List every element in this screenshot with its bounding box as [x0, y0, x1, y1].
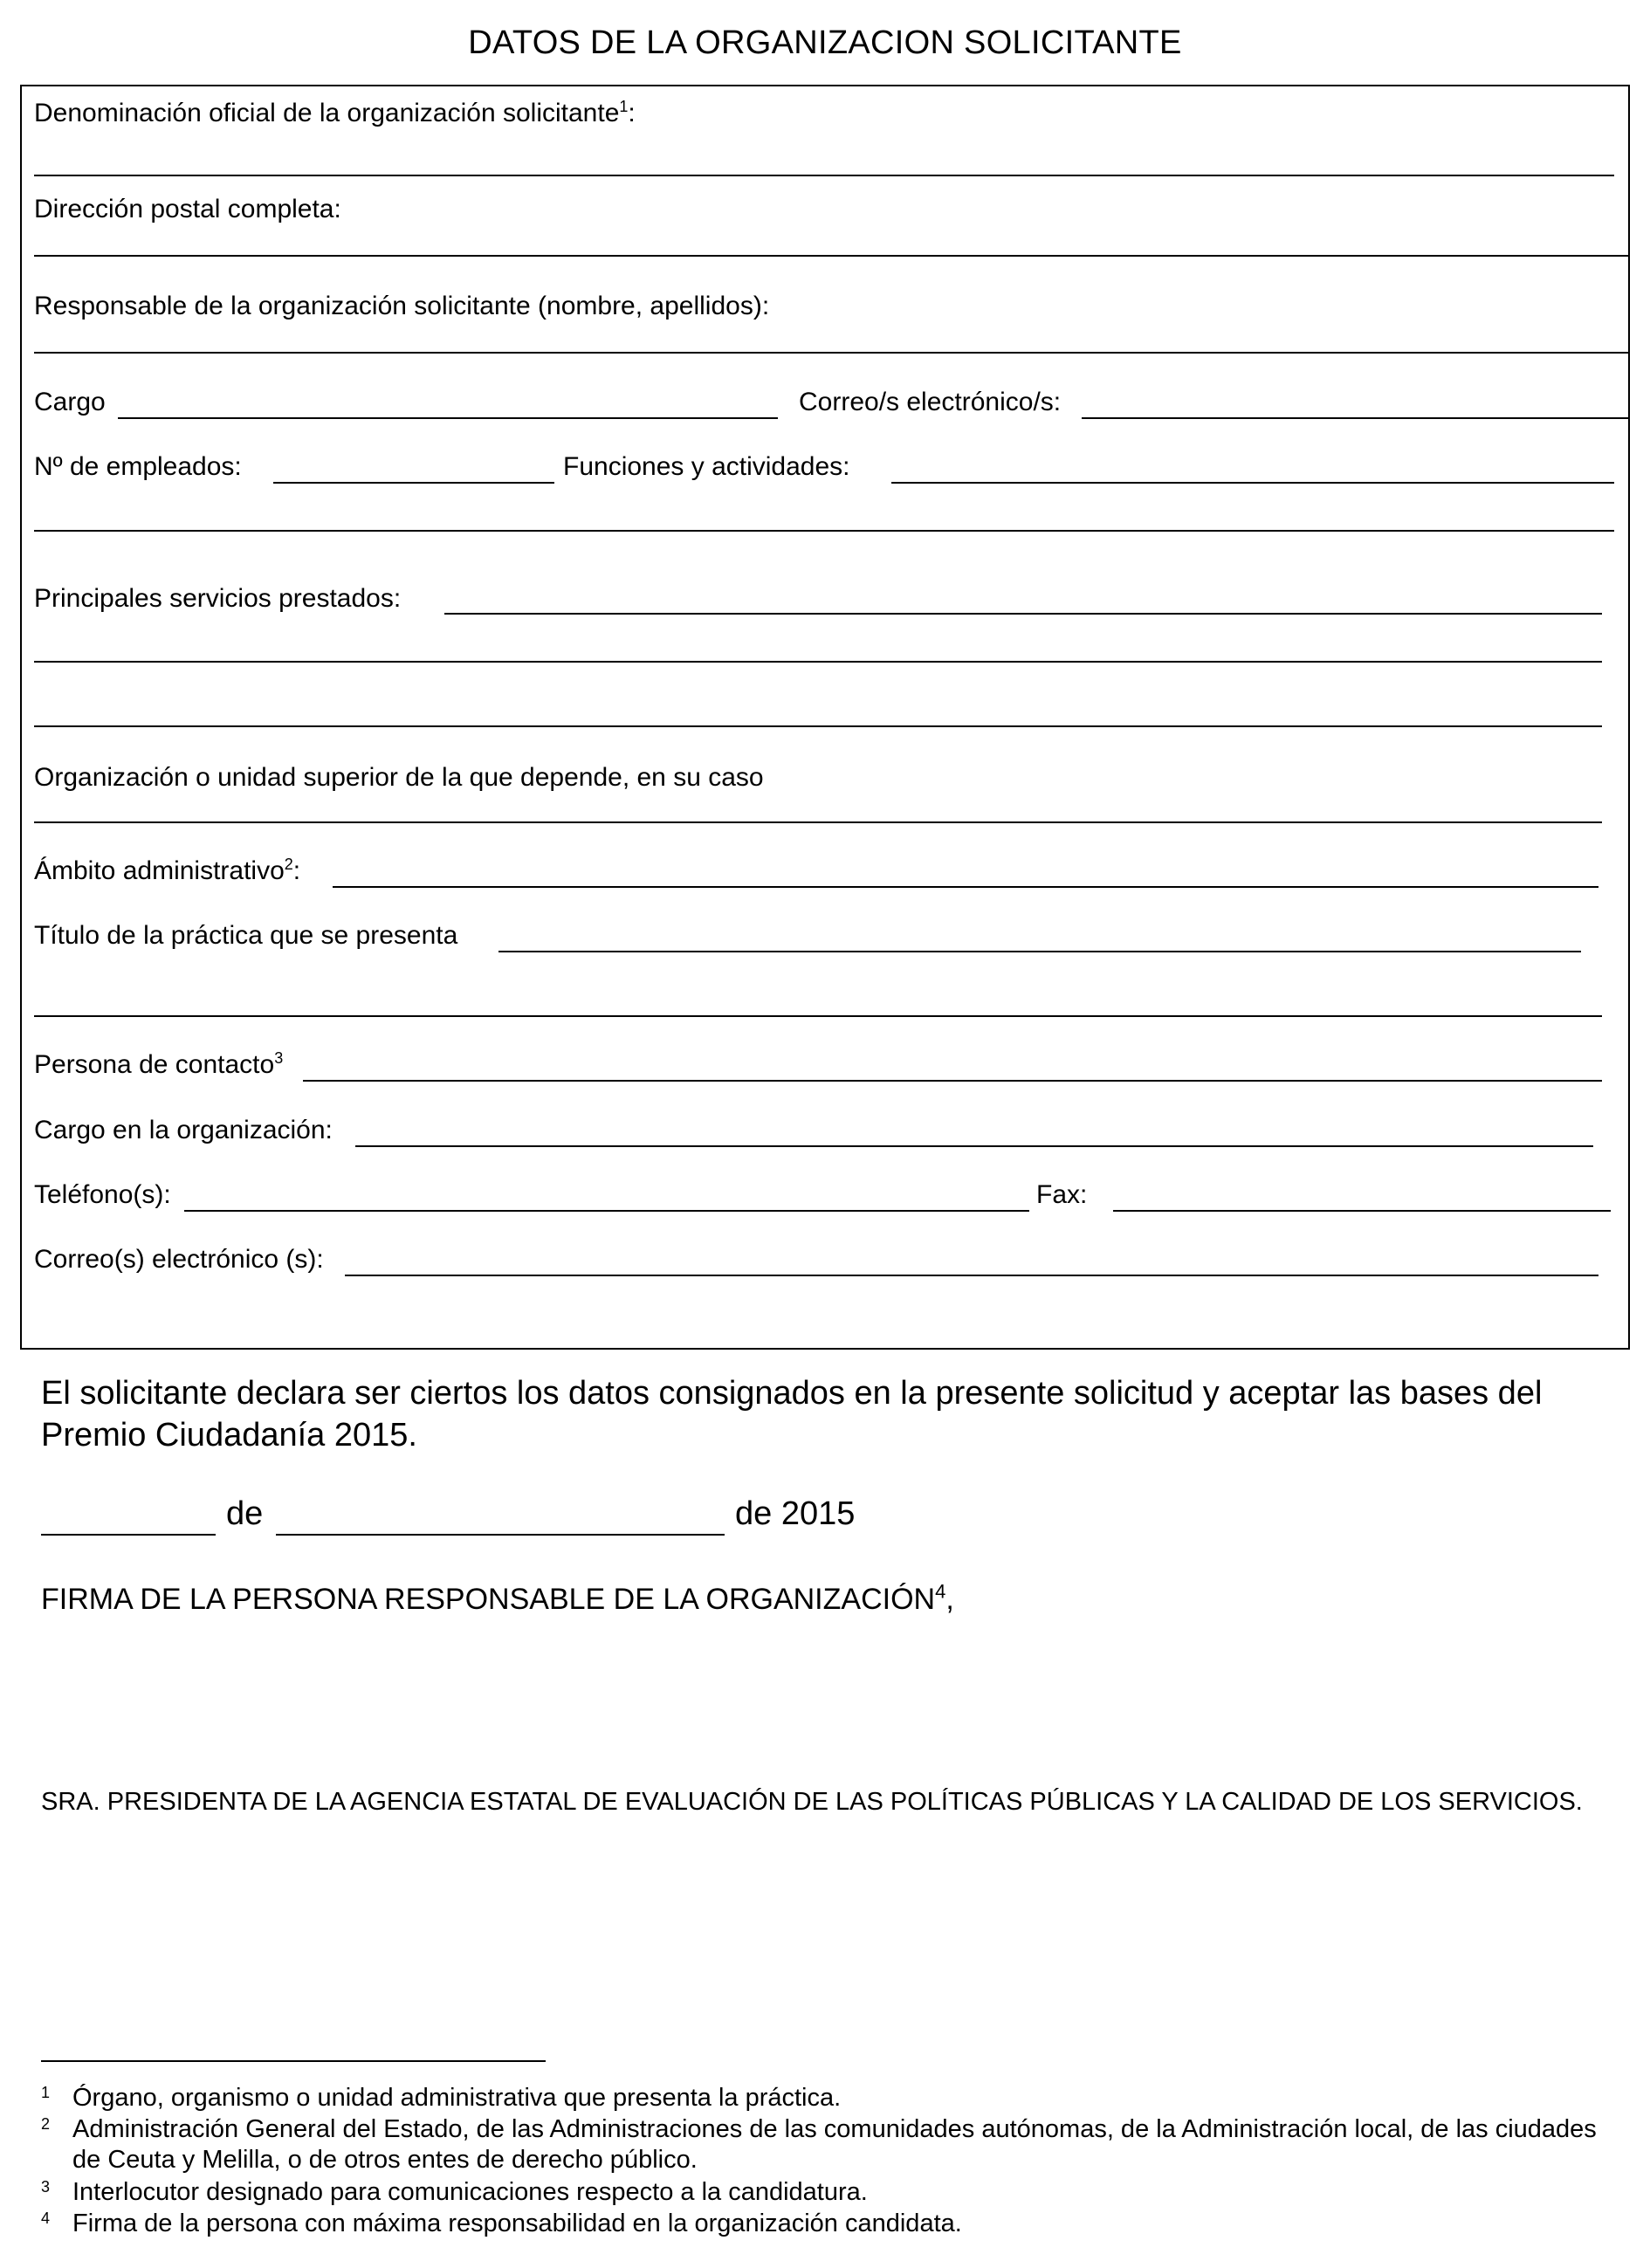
correo-contacto-label: Correo(s) electrónico (s):: [34, 1245, 324, 1274]
footnote-divider: [41, 2060, 546, 2062]
cargo-organizacion-field[interactable]: [355, 1145, 1593, 1147]
date-de-label: de: [226, 1495, 264, 1532]
organizacion-superior-field[interactable]: [34, 821, 1602, 823]
servicios-label: Principales servicios prestados:: [34, 584, 402, 613]
direccion-label: Dirección postal completa:: [34, 195, 341, 223]
denominacion-label: Denominación oficial de la organización solicitante$^1$:: [34, 98, 636, 127]
page-title: DATOS DE LA ORGANIZACION SOLICITANTE: [468, 24, 1182, 61]
footnote-ref-1: 1: [619, 98, 629, 115]
correo-org-field[interactable]: [1082, 417, 1628, 419]
responsable-field[interactable]: [34, 352, 1630, 354]
cargo-organizacion-label: Cargo en la organización:: [34, 1116, 333, 1144]
cargo-label: Cargo: [34, 388, 106, 416]
denominacion-field[interactable]: [34, 175, 1614, 176]
titulo-practica-field[interactable]: [498, 951, 1581, 952]
footnote-ref-3: 3: [274, 1049, 284, 1067]
servicios-field-line-3[interactable]: [34, 725, 1602, 727]
ambito-field[interactable]: [333, 886, 1598, 888]
date-month-field[interactable]: [276, 1534, 725, 1536]
organizacion-superior-label: Organización o unidad superior de la que depende, en su caso: [34, 763, 764, 792]
empleados-label: Nº de empleados:: [34, 452, 242, 481]
titulo-practica-label: Título de la práctica que se presenta: [34, 921, 458, 950]
footnote-ref-4: 4: [935, 1580, 946, 1603]
persona-contacto-label: Persona de contacto$^3$: [34, 1049, 284, 1079]
telefono-field[interactable]: [184, 1210, 1029, 1212]
declaration-text: El solicitante declara ser ciertos los datos consignados en la presente solicitud y aceptar las bases del Premio Ciudadanía 2015.: [41, 1375, 1543, 1454]
date-day-field[interactable]: [41, 1534, 216, 1536]
servicios-field-line-2[interactable]: [34, 661, 1602, 663]
persona-contacto-field[interactable]: [303, 1080, 1602, 1082]
servicios-field[interactable]: [444, 613, 1602, 615]
responsable-label: Responsable de la organización solicitante (nombre, apellidos):: [34, 292, 770, 320]
cargo-field[interactable]: [118, 417, 778, 419]
applicant-data-form: [20, 85, 1630, 1350]
footnote-ref-2: 2: [284, 856, 293, 873]
correo-contacto-field[interactable]: [345, 1275, 1598, 1276]
titulo-practica-field-continued[interactable]: [34, 1015, 1602, 1017]
addressee: SRA. PRESIDENTA DE LA AGENCIA ESTATAL DE EVALUACIÓN DE LAS POLÍTICAS PÚBLICAS Y LA CALIDAD DE LOS SERVICIOS.: [41, 1788, 1583, 1816]
funciones-label: Funciones y actividades:: [563, 452, 850, 481]
ambito-label: Ámbito administrativo$^2$:: [34, 856, 301, 885]
correo-org-label: Correo/s electrónico/s:: [799, 388, 1062, 416]
fax-label: Fax:: [1036, 1180, 1088, 1209]
empleados-field[interactable]: [273, 482, 554, 484]
direccion-field[interactable]: [34, 255, 1630, 257]
fax-field[interactable]: [1113, 1210, 1611, 1212]
telefono-label: Teléfono(s):: [34, 1180, 171, 1209]
funciones-field[interactable]: [891, 482, 1614, 484]
date-year-label: de 2015: [735, 1495, 856, 1532]
signature-heading: FIRMA DE LA PERSONA RESPONSABLE DE LA ORGANIZACIÓN$^4$,: [41, 1580, 954, 1616]
funciones-field-continued[interactable]: [34, 530, 1614, 532]
